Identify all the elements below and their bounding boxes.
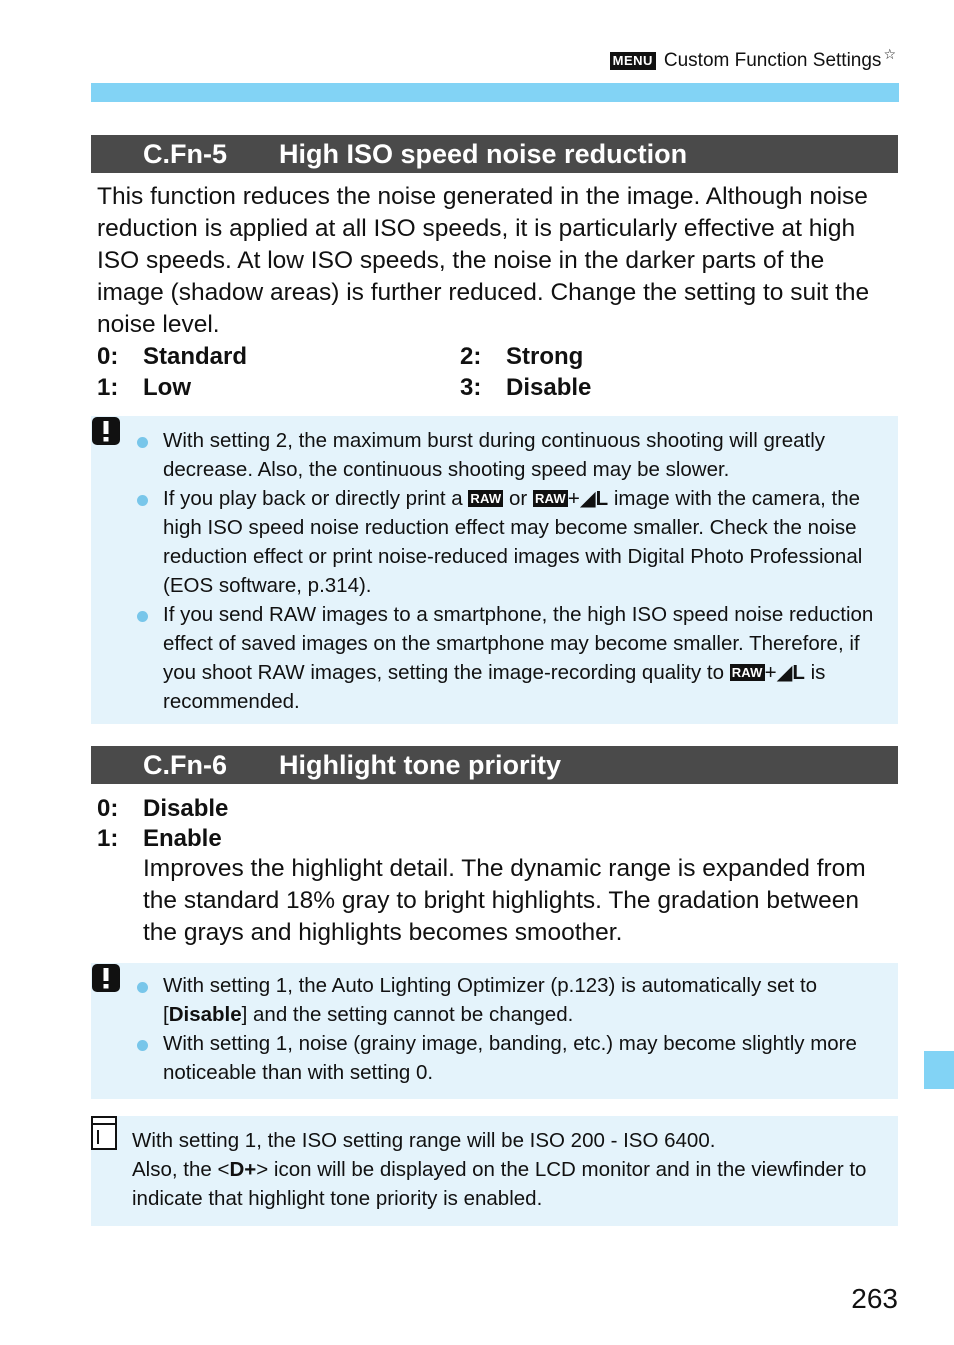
option-item — [460, 373, 591, 403]
caution-text: With setting 1, noise (grainy image, banding, etc.) may become slightly more noticeable than with setting 0. — [163, 1032, 857, 1084]
header-title: Custom Function Settings — [663, 50, 882, 71]
option-label: Disable — [506, 374, 592, 401]
caution-text: or — [509, 487, 528, 510]
caution-item — [135, 1029, 885, 1087]
caution-text: ] and the setting cannot be changed. — [241, 1003, 574, 1026]
star-icon: ☆ — [883, 45, 896, 62]
section-heading-cfn5 — [91, 135, 898, 173]
option-label: Disable — [143, 795, 229, 822]
section-number: C.Fn-5 — [143, 139, 227, 169]
section-description: This function reduces the noise generated in the image. Although noise reduction is applied at all ISO speeds, it is particularly effective at high ISO speeds. At low ISO speeds, the noise in the darker parts of the image (shadow areas) is further reduced. Change the setting to suit the noise level. — [97, 183, 870, 338]
caution-box — [91, 416, 898, 724]
caution-text: is recommended. — [163, 661, 826, 713]
plus-sign: + — [764, 661, 777, 684]
caution-icon — [91, 963, 121, 993]
option-item — [97, 373, 191, 403]
caution-item — [135, 971, 885, 1029]
option-key: 1: — [97, 374, 119, 401]
option-label: Enable — [143, 825, 222, 852]
raw-icon: RAW — [534, 491, 566, 506]
page-header — [610, 45, 896, 72]
caution-text: image with the camera, the high ISO speed noise reduction effect may become smaller. Check the noise reduction effect or print noise-reduced images with Digital Photo Professional (EOS software, p.314). — [163, 487, 863, 597]
caution-text: With setting 2, the maximum burst during continuous shooting will greatly decrease. Also, the continuous shooting speed may be slower. — [163, 429, 826, 481]
raw-icon: RAW — [470, 491, 502, 506]
option-key: 0: — [97, 795, 119, 822]
caution-list — [135, 971, 885, 1087]
section-number: C.Fn-6 — [143, 750, 227, 780]
raw-icon: RAW — [731, 665, 763, 680]
memo-line — [132, 1155, 892, 1213]
page-number: 263 — [851, 1283, 898, 1314]
setting-name: Disable — [168, 1003, 242, 1026]
option-label: Strong — [506, 343, 584, 370]
memo-text-part: Also, the < — [132, 1158, 230, 1181]
option-label: Standard — [143, 343, 248, 370]
memo-line: With setting 1, the ISO setting range will be ISO 200 - ISO 6400. — [132, 1129, 716, 1152]
option-item — [460, 342, 583, 372]
caution-list — [135, 426, 885, 716]
option-item — [97, 794, 228, 824]
memo-box — [91, 1116, 898, 1226]
section-heading-cfn6 — [91, 746, 898, 784]
quality-large-fine-icon: ◢L — [579, 487, 609, 510]
caution-item — [135, 426, 885, 484]
memo-icon — [91, 1116, 117, 1150]
option-item — [97, 342, 247, 372]
caution-box — [91, 963, 898, 1099]
memo-text-part: > icon will be displayed on the LCD monitor and in the viewfinder to indicate that highlight tone priority is enabled. — [132, 1158, 867, 1210]
caution-text: If you play back or directly print a — [163, 487, 463, 510]
memo-text — [132, 1126, 892, 1213]
option-item — [97, 824, 222, 854]
highlight-tone-priority-icon: D+ — [229, 1158, 257, 1181]
option-description: Improves the highlight detail. The dynamic range is expanded from the standard 18% gray to bright highlights. The gradation between the grays and highlights becomes smoother. — [143, 855, 866, 946]
option-key: 3: — [460, 374, 482, 401]
option-key: 2: — [460, 343, 482, 370]
option-key: 0: — [97, 343, 119, 370]
option-label: Low — [143, 374, 191, 401]
header-accent-bar — [91, 83, 899, 102]
section-title: High ISO speed noise reduction — [279, 139, 688, 169]
caution-text: With setting 1, the Auto Lighting Optimizer (p.123) is automatically set to [ — [163, 974, 818, 1026]
caution-text: If you send RAW images to a smartphone, the high ISO speed noise reduction effect of saved images on the smartphone may become smaller. Therefore, if you shoot RAW images, setting the image-recording quality to — [163, 603, 874, 684]
caution-icon — [91, 416, 121, 446]
section-title: Highlight tone priority — [279, 750, 561, 780]
quality-large-fine-icon: ◢L — [776, 661, 805, 684]
chapter-tab — [924, 1051, 954, 1089]
menu-icon: MENU — [610, 52, 656, 70]
caution-item — [135, 484, 885, 600]
option-key: 1: — [97, 825, 119, 852]
plus-sign: + — [567, 487, 580, 510]
caution-item — [135, 600, 885, 716]
